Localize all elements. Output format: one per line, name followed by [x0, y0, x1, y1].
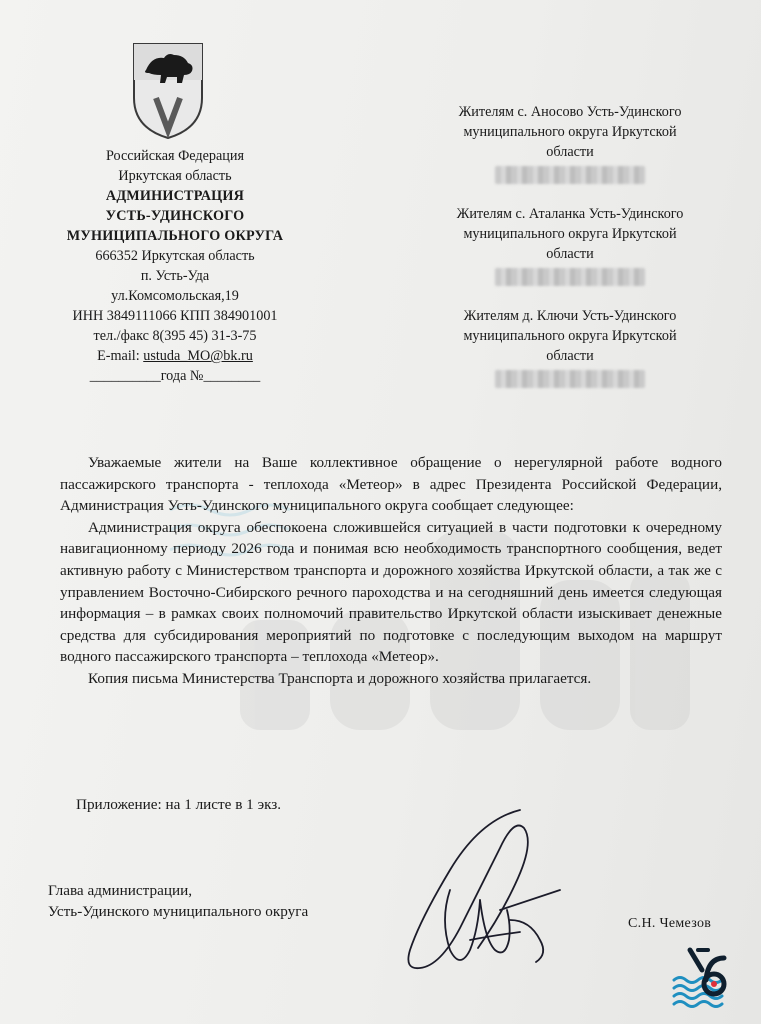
redacted-name: [495, 268, 645, 286]
letter-body: [60, 452, 722, 690]
sender-email-link[interactable]: ustuda_MO@bk.ru: [143, 348, 253, 364]
recipient-line: муниципального округа Иркутской: [463, 226, 677, 242]
recipient-line: муниципального округа Иркутской: [463, 328, 677, 344]
body-paragraph: Администрация округа обеспокоена сложившейся ситуацией в части подготовки к очередному навигационному периоду 2026 года и понимая всю необходимость транспортного сообщения, ведет активную работу с Министерством транспорта и дорожного хозяйства Иркутской области, а так же с управлением Восточно-Сибирского речного пароходства и на сегодняшний день имеется следующая информация – в рамках своих полномочий правительство Иркутской области изыскивает денежные средства для субсидирования мероприятий по подготовке с последующим выходом на маршрут водного пассажирского транспорта – теплохода «Метеор».: [60, 518, 722, 666]
sender-inn-kpp: ИНН 3849111066 КПП 384901001: [72, 308, 278, 324]
redacted-name: [495, 166, 645, 184]
sender-org-line3: МУНИЦИПАЛЬНОГО ОКРУГА: [66, 228, 284, 244]
recipients-block: [420, 102, 720, 408]
sender-email-label: E-mail:: [97, 348, 144, 364]
attachment-note: Приложение: на 1 листе в 1 экз.: [76, 796, 282, 813]
sender-email-line: [40, 346, 310, 366]
recipient-line: области: [546, 246, 594, 262]
signatory-role-line1: Глава администрации,: [48, 882, 193, 899]
recipient-item: [420, 204, 720, 292]
recipient-line: Жителям с. Аталанка Усть-Удинского: [456, 206, 684, 222]
recipient-line: Жителям с. Аносово Усть-Удинского: [458, 104, 682, 120]
sender-org-line2: УСТЬ-УДИНСКОГО: [105, 208, 245, 224]
redacted-name: [495, 370, 645, 388]
signatory-role-line2: Усть-Удинского муниципального округа: [48, 903, 309, 920]
handwritten-signature: [380, 790, 580, 990]
recipient-line: муниципального округа Иркутской: [463, 124, 677, 140]
sender-region: Иркутская область: [118, 168, 232, 184]
recipient-line: области: [546, 348, 594, 364]
body-paragraph: Уважаемые жители на Ваше коллективное обращение о нерегулярной работе водного пассажирского транспорта - теплохода «Метеор» в адрес Президента Российской Федерации, Администрация Усть-Удинского муниципального округа сообщает следующее:: [60, 454, 722, 515]
publisher-logo-icon: [668, 944, 738, 1010]
coat-of-arms-emblem: [128, 40, 208, 140]
sender-org-line1: АДМИНИСТРАЦИЯ: [105, 188, 245, 204]
sender-postal: 666352 Иркутская область: [95, 248, 255, 264]
sender-street: ул.Комсомольская,19: [111, 288, 239, 304]
recipient-item: [420, 102, 720, 190]
sender-date-line: __________года №________: [89, 368, 261, 384]
sender-phone: тел./факс 8(395 45) 31-3-75: [93, 328, 257, 344]
sender-country: Российская Федерация: [105, 148, 245, 164]
body-paragraph: Копия письма Министерства Транспорта и дорожного хозяйства прилагается.: [88, 669, 592, 687]
recipient-line: Жителям д. Ключи Усть-Удинского: [463, 308, 677, 324]
sender-block: [40, 146, 310, 386]
recipient-line: области: [546, 144, 594, 160]
sender-settlement: п. Усть-Уда: [140, 268, 210, 284]
recipient-item: [420, 306, 720, 394]
signer-name: С.Н. Чемезов: [628, 916, 712, 931]
signatory-role: [48, 880, 378, 922]
